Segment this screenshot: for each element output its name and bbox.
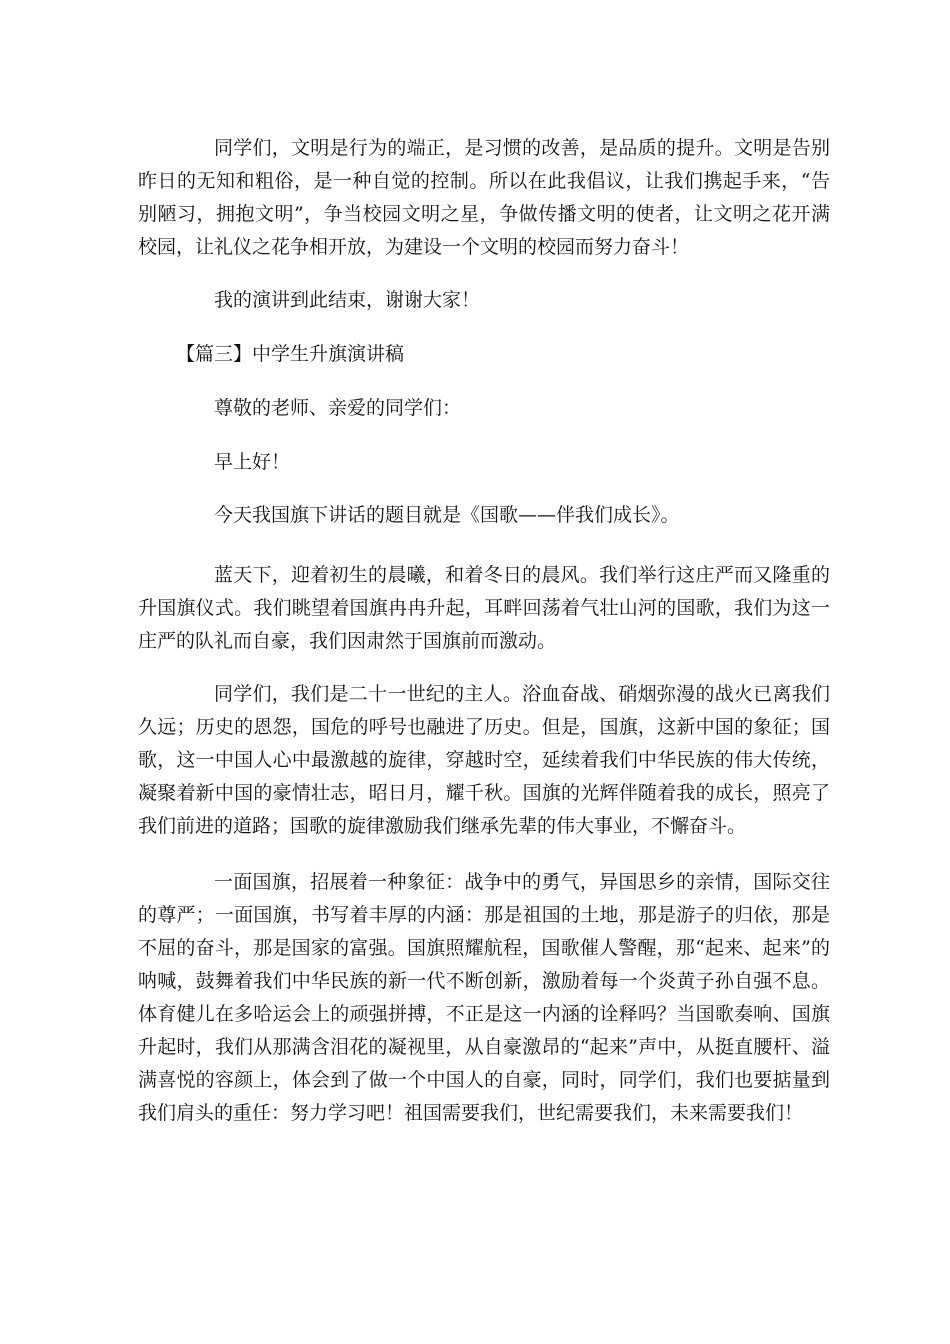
section-heading: 【篇三】中学生升旗演讲稿 [176, 343, 405, 365]
paragraph-national-anthem: 同学们，我们是二十一世纪的主人。浴血奋战、硝烟弥漫的战火已离我们久远；历史的恩怨，国危的呼号也融进了历史。但是，国旗，这新中国的象征；国歌，这一中国人心中最激越的旋律，穿越时空，延续着我们中华民族的伟大传统，凝聚着新中国的豪情壮志，昭日月，耀千秋。国旗的光辉伴随着我的成长，照亮了我们前进的道路；国歌的旋律激励我们继承先辈的伟大事业，不懈奋斗。 [138, 683, 830, 837]
speech-topic: 今天我国旗下讲话的题目就是《国歌——伴我们成长》。 [214, 504, 680, 526]
paragraph-closing: 我的演讲到此结束，谢谢大家！ [214, 289, 481, 311]
greeting: 早上好！ [214, 451, 291, 473]
paragraph-national-flag: 一面国旗，招展着一种象征：战争中的勇气，异国思乡的亲情，国际交往的尊严；一面国旗，书写着丰厚的内涵：那是祖国的土地，那是游子的归依，那是不屈的奋斗，那是国家的富强。国旗照耀航程，国歌催人警醒，那“起来、起来”的呐喊，鼓舞着我们中华民族的新一代不断创新，激励着每一个炎黄子孙自强不息。体育健儿在多哈运会上的顽强拼搏，不正是这一内涵的诠释吗？当国歌奏响、国旗升起时，我们从那满含泪花的凝视里，从自豪激昂的“起来”声中，从挺直腰杆、溢满喜悦的容颜上，体会到了做一个中国人的自豪，同时，同学们，我们也要掂量到我们肩头的重任：努力学习吧！祖国需要我们，世纪需要我们，未来需要我们！ [138, 871, 830, 1124]
salutation: 尊敬的老师、亲爱的同学们： [214, 397, 462, 419]
paragraph-civility-appeal: 同学们，文明是行为的端正，是习惯的改善，是品质的提升。文明是告别昨日的无知和粗俗，是一种自觉的控制。所以在此我倡议，让我们携起手来，“告别陋习，拥抱文明”，争当校园文明之星，争做传播文明的使者，让文明之花开满校园，让礼仪之花争相开放，为建设一个文明的校园而努力奋斗！ [138, 137, 830, 258]
paragraph-flag-ceremony: 蓝天下，迎着初生的晨曦，和着冬日的晨风。我们举行这庄严而又隆重的升国旗仪式。我们眺望着国旗冉冉升起，耳畔回荡着气壮山河的国歌，我们为这一庄严的队礼而自豪，我们因肃然于国旗前而激动。 [138, 564, 830, 652]
